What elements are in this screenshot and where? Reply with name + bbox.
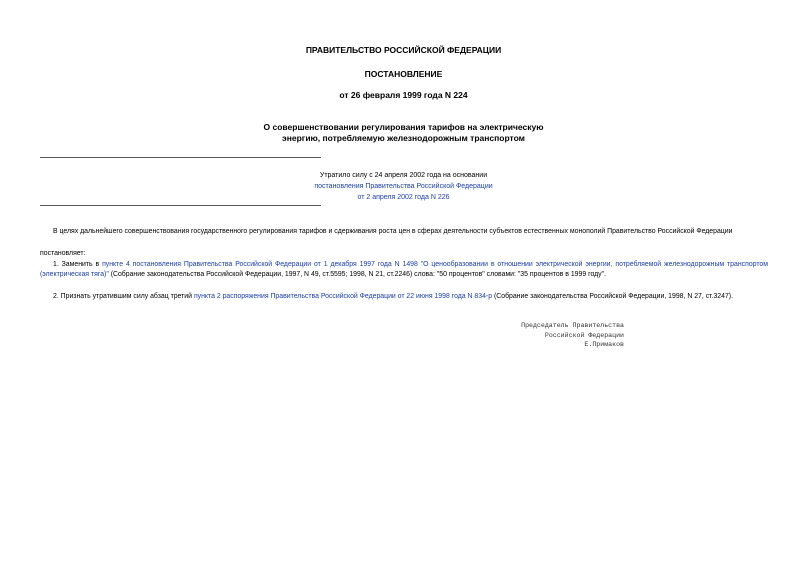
issuer-heading: ПРАВИТЕЛЬСТВО РОССИЙСКОЙ ФЕДЕРАЦИИ xyxy=(305,45,502,55)
item-1-prefix: 1. Заменить в xyxy=(53,261,103,268)
divider-bottom xyxy=(40,205,321,206)
signature-block xyxy=(430,321,624,350)
divider-top xyxy=(40,157,321,158)
date-number-heading: от 26 февраля 1999 года N 224 xyxy=(339,90,468,100)
item-2-suffix: (Собрание законодательства Российской Федерации, 1998, N 27, ст.3247). xyxy=(492,293,733,300)
repeal-decree-date-link[interactable]: от 2 апреля 2002 года N 226 xyxy=(357,194,450,201)
signature-position: Председатель Правительства xyxy=(521,322,624,329)
status-note xyxy=(250,170,557,203)
item-2-prefix: 2. Признать утратившим силу абзац третий xyxy=(53,293,194,300)
decree-1498-link[interactable]: пункте 4 постановления Правительства Российской Федерации от 1 декабря 1997 года N 1498 "О ценообразовании в отношении электрической энергии, потребляемой железнодорожным транспортом (электрическая тяга)" xyxy=(40,261,768,278)
document-title xyxy=(150,122,657,144)
item-1-suffix: (Собрание законодательства Российской Федерации, 1997, N 49, ст.5595; 1998, N 21, ст.2246) слова: "50 процентов" словами: "35 процентов в 1999 году". xyxy=(108,271,606,278)
preamble-paragraph: В целях дальнейшего совершенствования государственного регулирования тарифов и сдерживания роста цен в сферах деятельности субъектов естественных монополий Правительство Российской Федерации xyxy=(53,228,733,235)
document-type-heading: ПОСТАНОВЛЕНИЕ xyxy=(364,69,443,79)
repeal-decree-link[interactable]: постановления Правительства Российской Федерации xyxy=(314,183,493,190)
signature-organization: Российской Федерации xyxy=(544,331,624,339)
status-note-text: Утратило силу с 24 апреля 2002 года на основании xyxy=(319,172,488,179)
item-1-paragraph xyxy=(40,260,768,280)
order-834-link[interactable]: пункта 2 распоряжения Правительства Российской Федерации от 22 июня 1998 года N 834-р xyxy=(193,293,493,300)
item-2-paragraph xyxy=(40,292,780,302)
resolves-line: постановляет: xyxy=(40,250,86,257)
signature-name: Е.Примаков xyxy=(584,341,624,348)
document-title-line2: энергию, потребляемую железнодорожным транспортом xyxy=(282,133,525,143)
document-title-line1: О совершенствовании регулирования тарифов на электрическую xyxy=(263,122,544,132)
